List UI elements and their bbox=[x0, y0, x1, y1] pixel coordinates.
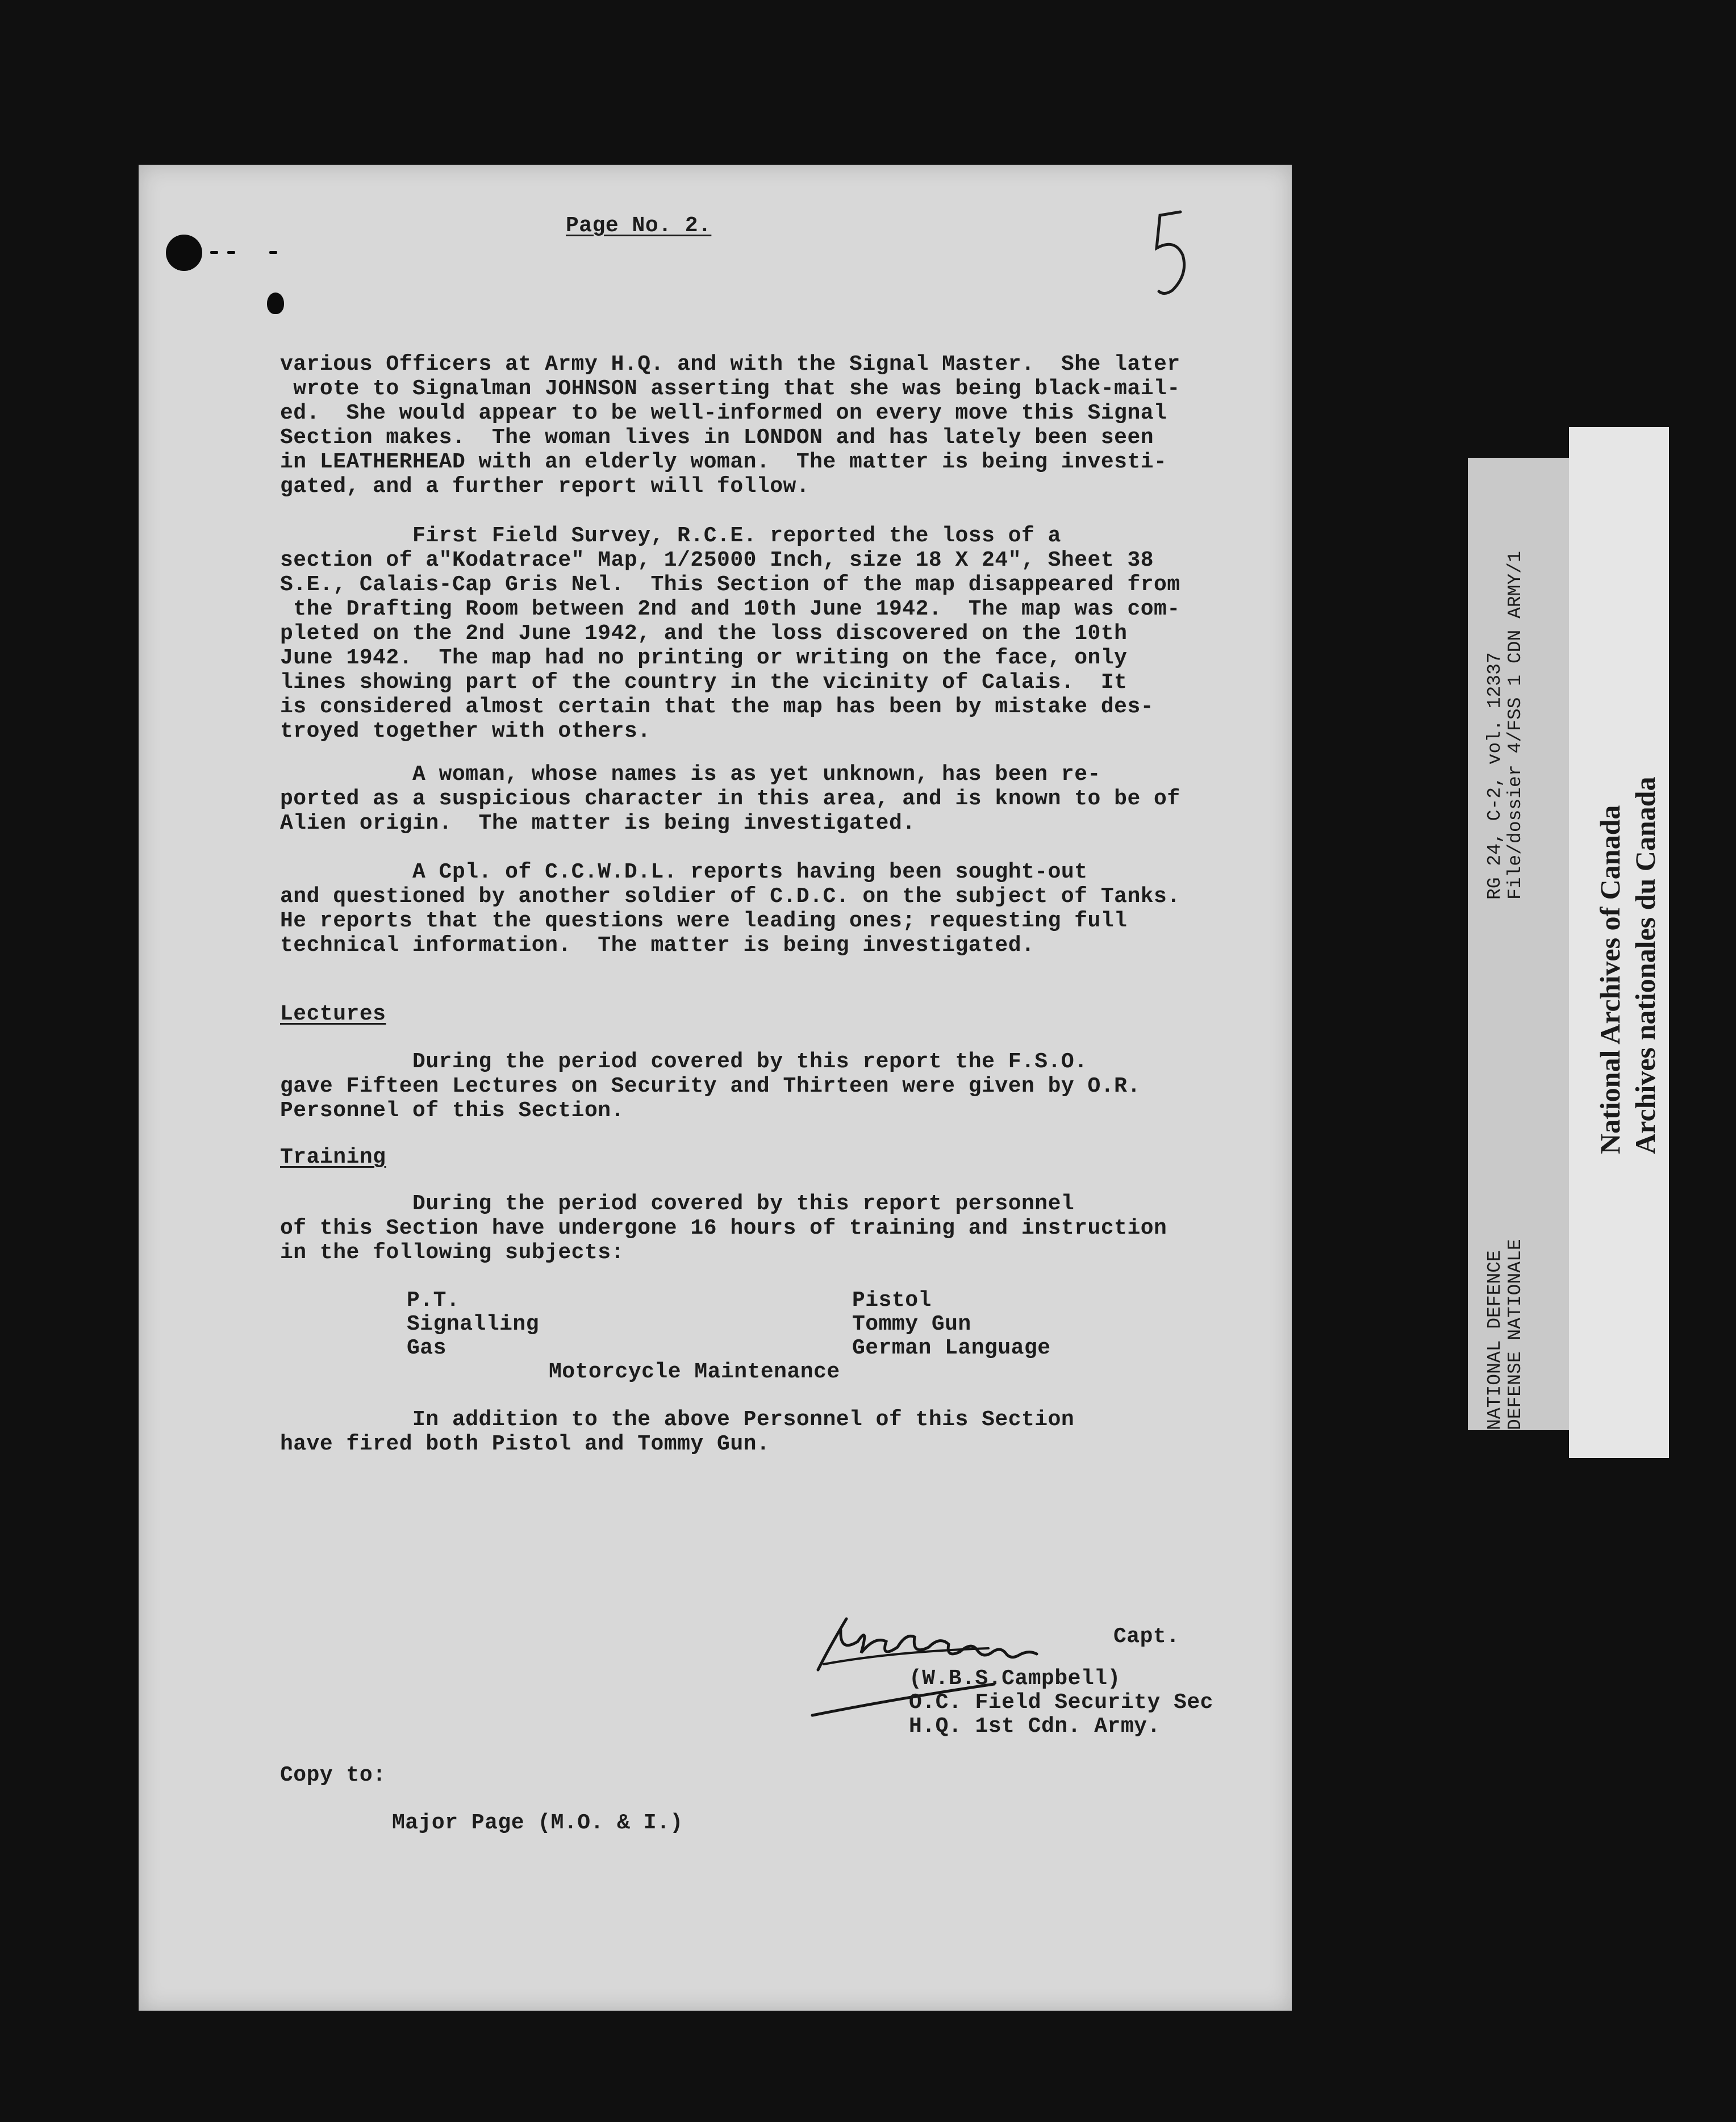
paragraph-2: First Field Survey, R.C.E. reported the loss of a section of a"Kodatrace" Map, 1/25000 Inch, size 18 X 24", Sheet 38 S.E., Calais-Cap Gris Nel. This Section of the map disappeared from the Drafting Room between 2nd and 10th June 1942. The map was com- pleted on the 2nd June 1942, and the loss discovered on the 10th June 1942. The map had no printing or writing on the face, only lines showing part of the country in the vicinity of Calais. It is considered almost certain that the map has been by mistake des- troyed together with others. bbox=[280, 524, 1180, 743]
archive-reference-label bbox=[1468, 458, 1573, 1430]
department-line-1: NATIONAL DEFENCE bbox=[1484, 1250, 1505, 1430]
subject-item: Signalling bbox=[407, 1312, 540, 1336]
paragraph-7: In addition to the above Personnel of this Section have fired both Pistol and Tommy Gun. bbox=[280, 1407, 1075, 1456]
handwritten-folio-number bbox=[1147, 207, 1193, 298]
archive-stamp-label bbox=[1569, 427, 1669, 1458]
punch-dash-2 bbox=[227, 251, 235, 254]
signatory-unit: H.Q. 1st Cdn. Army. bbox=[909, 1714, 1161, 1739]
punch-hole bbox=[166, 235, 202, 271]
paragraph-6: During the period covered by this report personnel of this Section have undergone 16 hours of training and instruction in the following subjects: bbox=[280, 1192, 1167, 1265]
paragraph-5: During the period covered by this report the F.S.O. gave Fifteen Lectures on Security and Thirteen were given by O.R. Personnel of this Section. bbox=[280, 1050, 1141, 1123]
page-number: Page No. 2. bbox=[566, 214, 712, 238]
archive-name-french: Archives nationales du Canada bbox=[1629, 776, 1661, 1154]
lectures-heading: Lectures bbox=[280, 1002, 386, 1026]
signatory-name: (W.B.S.Campbell) bbox=[909, 1666, 1121, 1691]
subject-item: P.T. bbox=[407, 1288, 460, 1313]
archive-reference-line-1: RG 24, C-2, vol. 12337 bbox=[1484, 652, 1505, 900]
subject-item: Motorcycle Maintenance bbox=[549, 1360, 840, 1384]
signatory-rank: Capt. bbox=[1113, 1624, 1180, 1649]
paragraph-4: A Cpl. of C.C.W.D.L. reports having been sought-out and questioned by another soldier of C.D.C. on the subject of Tanks. He reports that the questions were leading ones; requesting full technical information. The matter is being investigated. bbox=[280, 860, 1180, 958]
signatory-title: O.C. Field Security Sec bbox=[909, 1690, 1213, 1715]
training-heading: Training bbox=[280, 1145, 386, 1169]
paragraph-3: A woman, whose names is as yet unknown, has been re- ported as a suspicious character in this area, and is known to be of Alien origin. The matter is being investigated. bbox=[280, 762, 1180, 836]
paragraph-1: various Officers at Army H.Q. and with the Signal Master. She later wrote to Signalman JOHNSON asserting that she was being black-mail- ed. She would appear to be well-informed on every move this Signal Section makes. The woman lives in LONDON and has lately been seen in LEATHERHEAD with an elderly woman. The matter is being investi- gated, and a further report will follow. bbox=[280, 352, 1180, 499]
archive-name-english: National Archives of Canada bbox=[1594, 805, 1626, 1154]
subject-item: Tommy Gun bbox=[852, 1312, 971, 1336]
subject-item: German Language bbox=[852, 1336, 1051, 1360]
punch-hole-mark bbox=[267, 293, 284, 314]
copy-to-recipient: Major Page (M.O. & I.) bbox=[392, 1811, 683, 1835]
subject-item: Pistol bbox=[852, 1288, 932, 1313]
subject-item: Gas bbox=[407, 1336, 446, 1360]
punch-dash-3 bbox=[269, 251, 277, 254]
archive-reference-line-2: File/dossier 4/FSS 1 CDN ARMY/1 bbox=[1505, 551, 1526, 900]
copy-to-label: Copy to: bbox=[280, 1763, 386, 1787]
punch-dash-1 bbox=[210, 251, 218, 254]
department-line-2: DEFENSE NATIONALE bbox=[1505, 1239, 1526, 1430]
